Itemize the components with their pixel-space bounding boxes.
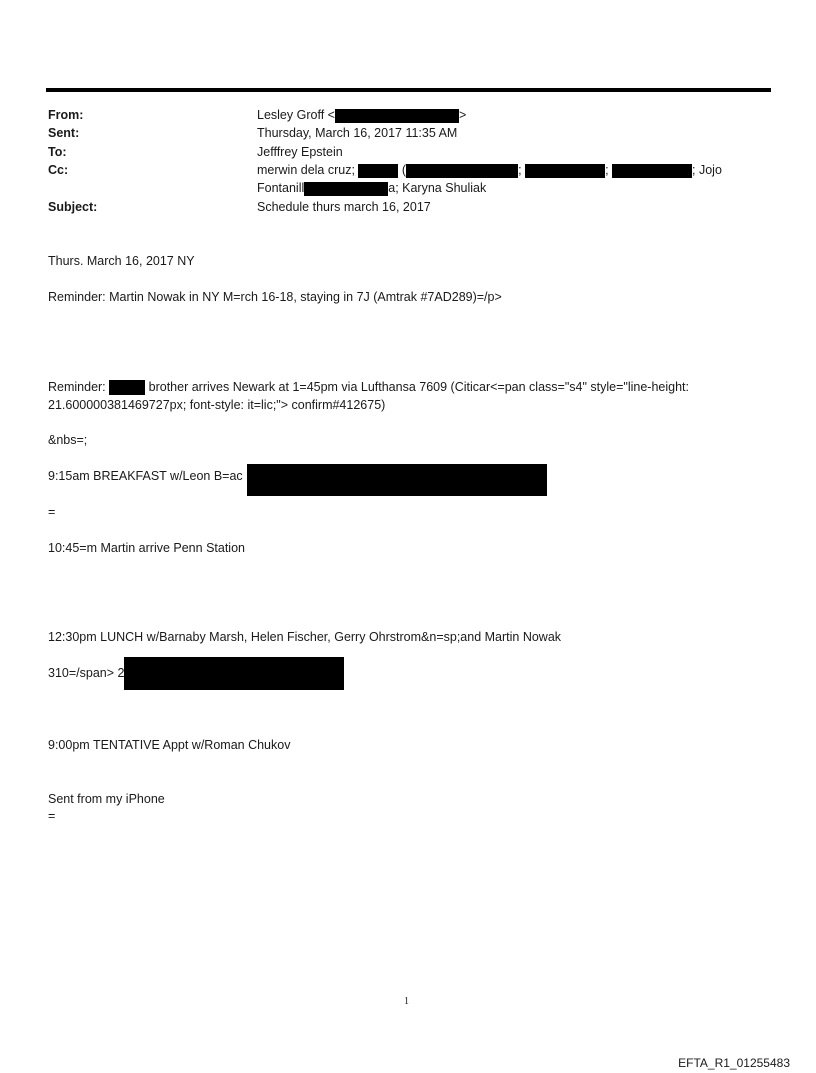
cc-value-line1: [257, 163, 722, 178]
body-breakfast-line: [48, 469, 243, 483]
redaction-block: [612, 164, 692, 178]
body-trailing-equals: =: [48, 809, 56, 823]
sent-value: Thursday, March 16, 2017 11:35 AM: [257, 126, 458, 140]
page-number: 1: [404, 996, 409, 1007]
header-rule: [46, 88, 771, 92]
to-value: Jefffrey Epstein: [257, 145, 343, 159]
redaction-block: [124, 657, 344, 690]
cc-text-2: (: [401, 163, 407, 177]
redaction-block: [358, 164, 398, 178]
redaction-block: [304, 182, 388, 196]
redaction-block: [406, 164, 518, 178]
body-nbsp-line: &nbs=;: [48, 433, 88, 447]
reminder-2-label: Reminder:: [48, 380, 106, 394]
cc-text-5: ; Jojo: [692, 163, 722, 177]
body-reminder-1: Reminder: Martin Nowak in NY M=rch 16-18, staying in 7J (Amtrak #7AD289)=/p>: [48, 290, 502, 304]
document-id: EFTA_R1_01255483: [678, 1056, 790, 1070]
body-signature-line: Sent from my iPhone: [48, 792, 165, 806]
redaction-block: [335, 109, 459, 123]
cc-text-4: ;: [605, 163, 609, 177]
from-label: From:: [48, 108, 84, 122]
from-value: [257, 108, 466, 123]
body-tentative-line: 9:00pm TENTATIVE Appt w/Roman Chukov: [48, 738, 291, 752]
reminder-2-text: brother arrives Newark at 1=45pm via Lufthansa 7609 (Citicar<=pan class="s4" style="line-height: 21.600000381469727px; font-style: it=lic;"> confirm#412675): [48, 380, 689, 412]
redaction-block: [109, 380, 145, 395]
to-label: To:: [48, 145, 67, 159]
redaction-block: [247, 464, 547, 496]
cc-value-line2: [257, 181, 486, 196]
body-lunch-line: 12:30pm LUNCH w/Barnaby Marsh, Helen Fischer, Gerry Ohrstrom&n=sp;and Martin Nowak: [48, 630, 562, 644]
cc-text-1: merwin dela cruz;: [257, 163, 355, 177]
body-equals-line: =: [48, 505, 56, 519]
body-reminder-2: [48, 378, 758, 414]
cc-label: Cc:: [48, 163, 69, 177]
cc-text-6: Fontanill: [257, 181, 305, 195]
redaction-block: [525, 164, 605, 178]
subject-label: Subject:: [48, 200, 98, 214]
from-value-end: >: [458, 108, 467, 122]
body-penn-station-line: 10:45=m Martin arrive Penn Station: [48, 541, 245, 555]
body-date-line: Thurs. March 16, 2017 NY: [48, 254, 195, 268]
subject-value: Schedule thurs march 16, 2017: [257, 200, 431, 214]
body-span-line: 310=/span> 2: [48, 666, 125, 680]
breakfast-text: 9:15am BREAKFAST w/Leon B=ac: [48, 469, 243, 483]
sent-label: Sent:: [48, 126, 80, 140]
cc-text-3: ;: [518, 163, 522, 177]
cc-text-7: a; Karyna Shuliak: [388, 181, 487, 195]
from-name: Lesley Groff <: [257, 108, 335, 122]
